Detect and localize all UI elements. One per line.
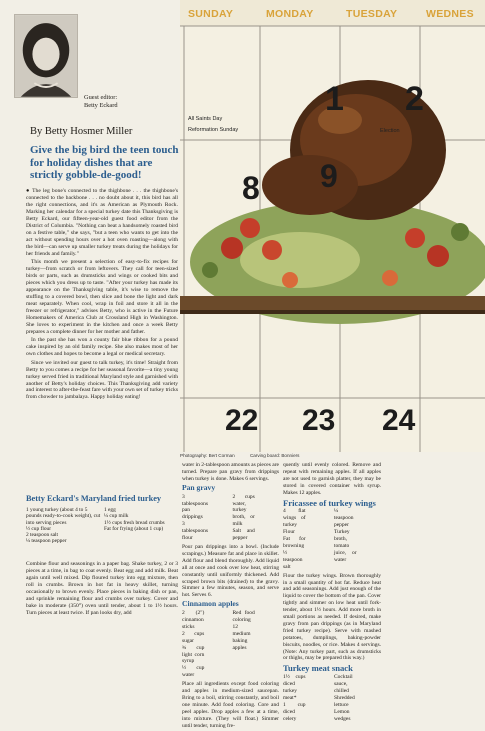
day-header-sunday: SUNDAY xyxy=(188,8,234,20)
turkey-platter-illustration xyxy=(180,0,485,452)
ingredient: Salt and pepper xyxy=(232,528,255,542)
ingredient: 1 egg xyxy=(104,507,116,513)
ingredient: ½ cup flour xyxy=(26,525,52,532)
ingredient: 4 flat wings of turkey xyxy=(283,508,306,529)
ingredient: 1 young turkey (about 4 to 5 pounds ready-to-cook weight), cut into serving pieces xyxy=(26,507,101,526)
ingredient: Turkey broth, tomato juice, or water xyxy=(333,529,357,563)
ingredients xyxy=(283,508,381,570)
paragraph: quently until evenly colored. Remove and repeat with remaining apples. If all apples are not used to garnish platter, they may be stored in covered container with syrup. Makes 12 apples. xyxy=(283,462,381,496)
article-body xyxy=(26,188,178,403)
ingredient: Cocktail sauce, chilled xyxy=(333,674,353,695)
ingredients-left xyxy=(26,507,102,545)
headline: Give the big bird the teen touch for holiday dishes that are strictly gobble-de-good! xyxy=(30,144,179,181)
ingredient: Red food coloring xyxy=(232,610,255,624)
byline: By Betty Hosmer Miller xyxy=(30,126,133,137)
photo-credits xyxy=(180,453,485,458)
ingredient: Fat for frying (about 1 cup) xyxy=(104,525,164,532)
ingredient: Shredded lettuce xyxy=(333,695,355,708)
ingredient: Fat for browning xyxy=(283,536,306,549)
ingredient: ½ teaspoon salt xyxy=(283,549,303,570)
calendar-note: Election xyxy=(380,128,400,134)
paragraph: water in 2-tablespoon amounts as pieces are turned. Prepare pan gravy from drippings when turkey is done. Makes 6 servings. xyxy=(182,462,279,482)
recipe-title: Cinnamon apples xyxy=(182,599,239,609)
ingredient: 2 (2") cinnamon sticks xyxy=(182,610,205,630)
credit: Photography: Bert Corman xyxy=(180,453,235,458)
ingredient: ¾ cup light corn syrup xyxy=(182,644,205,665)
ingredient: 1½ cups fresh bread crumbs xyxy=(104,519,165,526)
ingredient: Lemon wedges xyxy=(333,708,351,722)
date-8: 8 xyxy=(242,170,260,206)
ingredient: ¼ teaspoon pepper xyxy=(333,508,354,529)
paragraph: Since we invited our guest to talk turkey, it's time! Straight from Betty to you comes a recipe for her seasonal favorite—a tiny young turkey served fried in traditional Maryland style and garnished with another of Betty's holiday choices. This Thanksgiving add variety and interest to after-the-feast fare with your own set of turkey tricks from chowder to jambalaya. Happy holiday eating! xyxy=(26,359,178,401)
recipe-method: Combine flour and seasonings in a paper bag. Shake turkey, 2 or 3 pieces at a time, in bag to coat evenly. Beat egg and add milk. Beat again until well mixed. Dip floured turkey into egg mixture, then roll in crumbs. Brown in hot fat in heavy skillet, turning occasionally to brown evenly. Place pieces in baking dish or pan, and sprinkle remaining flour and crumbs over turkey. Cover and bake in moderate (350°) oven until tender, about 1 to 1½ hours. Turn pieces at least twice. If pan looks dry, add xyxy=(26,561,178,616)
ingredient: 3 tablespoons pan drippings xyxy=(182,493,208,521)
ingredient: ¼ cup milk xyxy=(104,513,129,520)
date-22: 22 xyxy=(225,404,259,437)
ingredients xyxy=(283,674,381,722)
recipe-title: Fricassee of turkey wings xyxy=(283,497,376,508)
credit: Carving board: Bonniers xyxy=(249,453,300,458)
date-23: 23 xyxy=(302,404,336,437)
paragraph: ● The leg bone's connected to the thighbone . . . the thighbone's connected to the backbone . . . no doubt about it, this bird has all the right connections, and it's as American as Plymouth Rock. Marking her calendar for a special turkey date this Thanksgiving is Betty Eckard, our fifteen-year-old guest food editor from the District of Columbia. "Nothing can beat a handsomely roasted bird on a festive table," she says, "but a teen who wants to get into the act without spending hours over a hot oven roasting—along with the bird—can serve up smaller turkey treats during the holidays for her friends and family." xyxy=(26,188,178,257)
recipe-title: Turkey meat snack xyxy=(283,663,353,674)
recipe-column-2 xyxy=(182,462,279,731)
ingredient: 12 medium baking apples xyxy=(232,623,251,651)
ingredient: 3 tablespoons flour xyxy=(182,521,208,542)
ingredient: 1½ cups diced turkey meat* xyxy=(283,674,306,701)
ingredient: Flour xyxy=(283,529,295,536)
ingredients-right xyxy=(104,507,180,532)
paragraph: Place all ingredients except food coloring and apples in medium-sized saucepan. Bring to a boil, stirring constantly, and boil one minute. Add food coloring. Core and peel apples. Drop apples a few at a time, into mixture. (They will float.) Simmer until tender, turning fre- xyxy=(182,681,279,729)
article-column xyxy=(4,4,180,636)
recipe-title: Betty Eckard's Maryland fried turkey xyxy=(26,494,162,503)
date-24: 24 xyxy=(382,404,416,437)
ingredients xyxy=(182,494,279,542)
caption-name: Betty Eckard xyxy=(84,102,118,109)
ingredient: ¼ teaspoon pepper xyxy=(26,538,67,545)
day-header-wednesday: WEDNES xyxy=(426,8,474,20)
paragraph: This month we present a selection of easy-to-fix recipes for turkey—from scratch or from leftovers. They call for teen-sized birds or parts, such as drumsticks and wings or cooked bits and pieces which you dress up to taste. "After your turkey has made its appearance on the Thanksgiving table, it's wise to remove the stuffing to a covered bowl, then slice and bone the light and dark meat separately. When cool, wrap in foil and store it all in the freezer or refrigerator," advises Betty, who is active in the Future Homemakers of America Club at Crossland High in Washington. She loves to experiment in the kitchen and once a week Betty prepares a complete dinner for her mother and father. xyxy=(26,259,178,335)
ingredients xyxy=(182,610,279,679)
recipe-title: Pan gravy xyxy=(182,482,216,492)
calendar-note: Reformation Sunday xyxy=(188,127,239,133)
date-9: 9 xyxy=(320,158,338,194)
ingredient: 2 teaspoon salt xyxy=(26,532,59,539)
paragraph: In the past she has won a county fair blue ribbon for a pound cake inspired by an old family recipe. She also makes most of her own clothes and hopes to become a legal or medical secretary. xyxy=(26,337,178,358)
ingredient: 2 cups water, turkey broth, or milk xyxy=(232,493,255,528)
guest-editor-photo xyxy=(14,14,78,98)
day-header-tuesday: TUESDAY xyxy=(346,8,398,20)
recipe-column-3 xyxy=(283,462,381,725)
date-2: 2 xyxy=(405,80,424,118)
photo-caption xyxy=(84,94,118,110)
paragraph: Pour pan drippings into a bowl. (Include scrapings.) Measure fat and place in skillet. Add flour and blend thoroughly. Add liquid all at once and cook over low heat, stirring constantly until uniformly thickened. Add scraped brown bits (drained) to the gravy. Simmer a few minutes, season, and serve hot. Serves 6. xyxy=(182,543,279,599)
calendar-note: All Saints Day xyxy=(188,116,223,122)
calendar-photo xyxy=(180,0,485,452)
paragraph: Flour the turkey wings. Brown thoroughly in a small quantity of hot fat. Reduce heat and add seasonings. Add just enough of the liquid to cover the bottom of the pan. Cover tightly and simmer on low heat until fork-tender, about 1½ hours. Add more broth in small portions as needed. If desired, make gravy from pan drippings (as in Maryland fried turkey recipe). Serve with mashed potatoes, dumplings, baking-powder biscuits, noodles, or rice. Makes 4 servings. (Note: Any turkey part, such as drumsticks or thighs, may be prepared this way.) xyxy=(283,572,381,662)
date-1: 1 xyxy=(325,80,344,118)
ingredient: 1 cup diced celery xyxy=(283,701,306,722)
ingredient: 2 cups sugar xyxy=(182,630,205,644)
caption-label: Guest editor: xyxy=(84,94,118,101)
day-header-monday: MONDAY xyxy=(266,8,314,20)
ingredient: ½ cup water xyxy=(182,665,205,679)
